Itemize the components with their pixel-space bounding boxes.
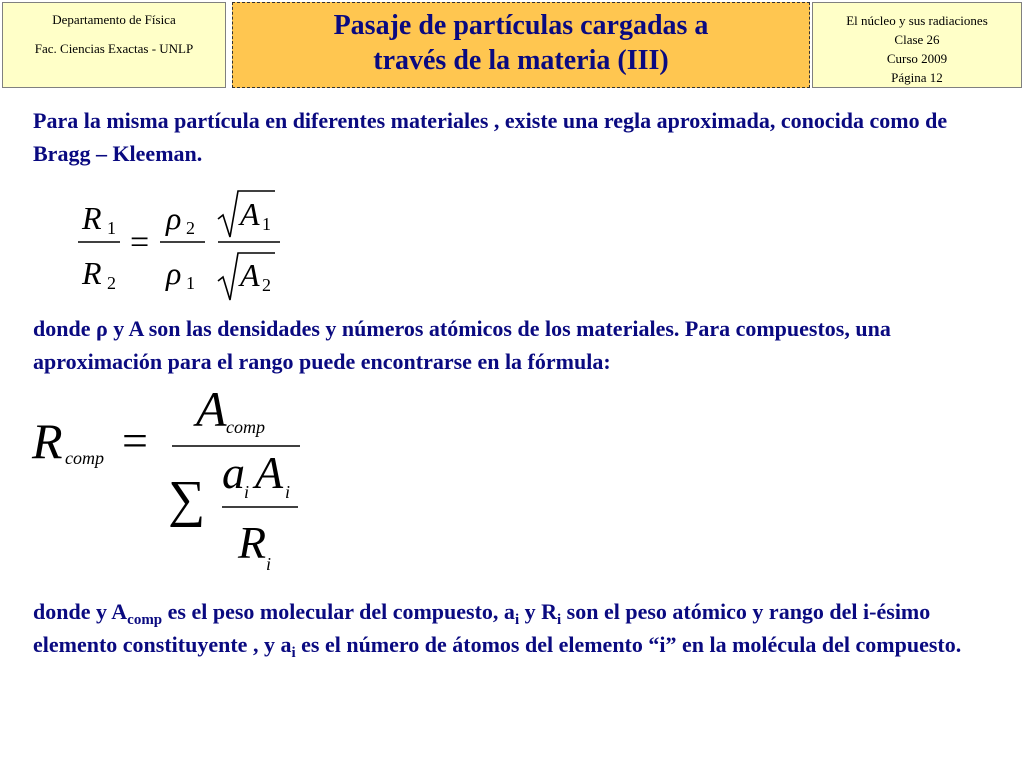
r1-symbol: R 1 — [82, 200, 116, 238]
ai-symbol: a i — [222, 447, 250, 502]
department-label: Departamento de Física — [52, 12, 176, 27]
rho2-symbol: ρ 2 — [166, 200, 195, 238]
faculty-label: Fac. Ciencias Exactas - UNLP — [34, 41, 194, 56]
paragraph-definitions: donde y $A_{comp}$ es el peso molecular del compuesto, $a_i$ y $R_i$ son el peso atómico y rango del i-ésimo elemento constituyente , y $a_i$ es el número de átomos del elemento “i” en la molécula del compuesto. — [33, 599, 962, 661]
slide-title-line2: través de la materia (III) — [373, 45, 669, 76]
ri-symbol: R i — [238, 517, 272, 574]
course-topic-label: El núcleo y sus radiaciones — [846, 13, 988, 28]
rho1-symbol: ρ 1 — [166, 255, 195, 293]
title-box — [232, 2, 810, 88]
a1-symbol: A 1 — [240, 196, 271, 234]
rho-symbol: ρ — [95, 316, 108, 341]
r-comp-symbol: R comp — [32, 413, 104, 469]
ai-atomic-symbol: A i — [255, 447, 291, 502]
course-year-label: Curso 2009 — [886, 51, 948, 66]
header-right-box — [812, 2, 1022, 88]
paragraph-bragg-rule: Para la misma partícula en diferentes materiales , existe una regla aproximada, conocida como de Bragg – Kleeman. — [33, 108, 948, 166]
a2-symbol: A 2 — [240, 257, 271, 295]
equals-sign: = — [122, 415, 148, 466]
equals-sign: = — [130, 224, 150, 261]
page-number-label: Página 12 — [891, 70, 943, 85]
summation-icon: ∑ — [168, 471, 206, 528]
slide-title-line1: Pasaje de partículas cargadas a — [333, 10, 709, 41]
header-left-box — [2, 2, 226, 88]
a-comp-symbol: A comp — [196, 381, 265, 437]
r2-symbol: R 2 — [82, 255, 116, 293]
class-label: Clase 26 — [894, 32, 940, 47]
paragraph-compounds: donde ρ y A son las densidades y números atómicos de los materiales. Para compuestos, una aproximación para el rango puede encontrarse en la fórmula: — [33, 316, 891, 374]
